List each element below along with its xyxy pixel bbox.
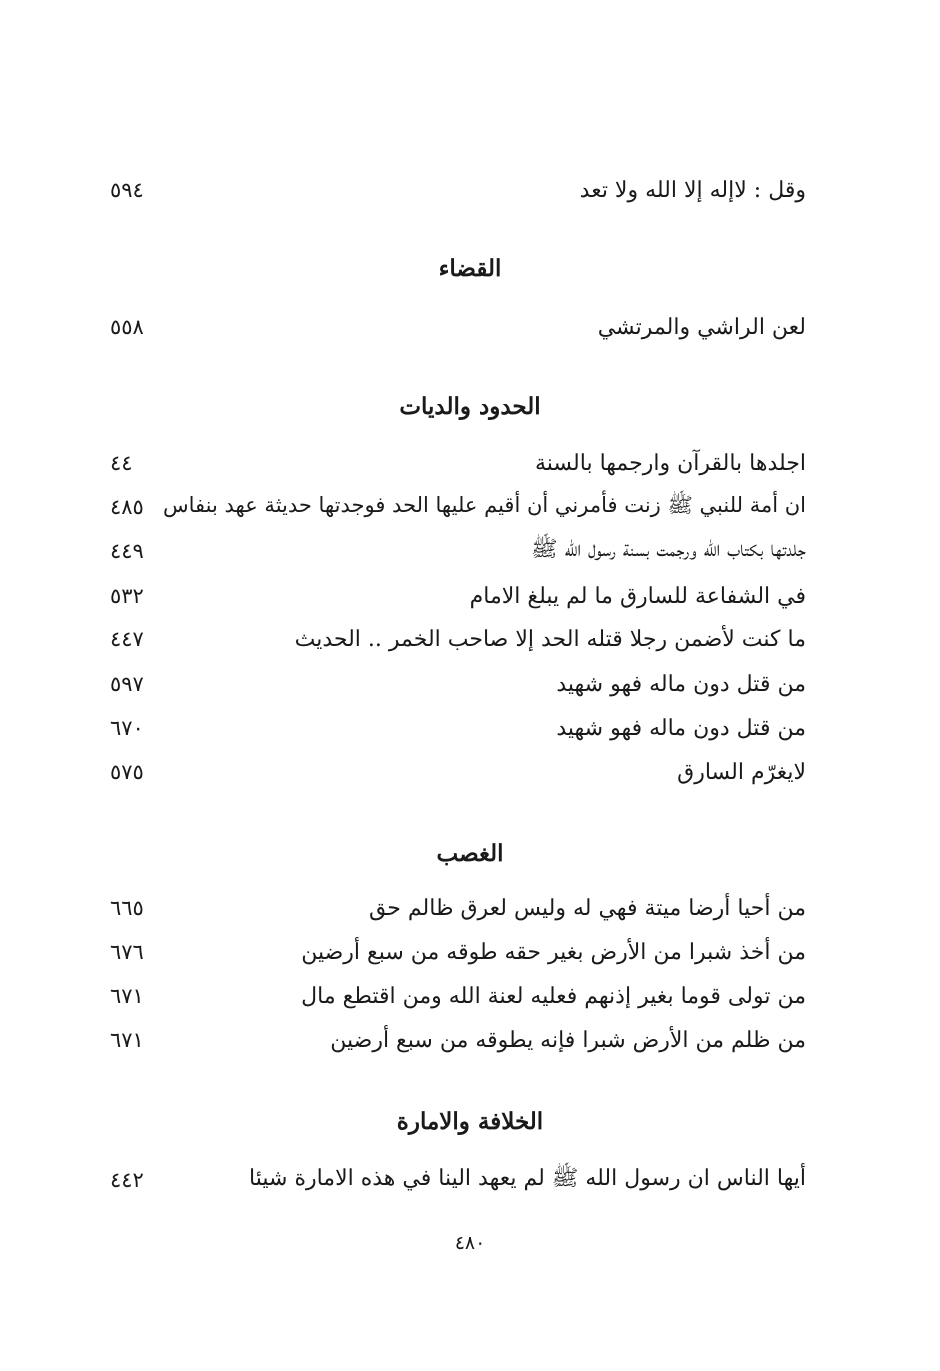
- index-entry: [110, 170, 806, 210]
- entry-page-number: ٤٤٢: [110, 1168, 144, 1192]
- index-entry: [110, 443, 806, 483]
- entry-text: من تولى قوما بغير إذنهم فعليه لعنة الله ومن اقتطع مال: [301, 983, 806, 1009]
- entry-page-number: ٥٩٧: [110, 672, 144, 696]
- index-entry: [110, 531, 806, 571]
- entry-text: وقل : لاإله إلا الله ولا تعد: [579, 177, 806, 203]
- index-entry: [110, 664, 806, 704]
- index-entry: [110, 976, 806, 1016]
- entry-page-number: ٥٧٥: [110, 760, 144, 784]
- index-entry: [110, 576, 806, 616]
- index-entry: [110, 619, 806, 659]
- entry-text: لايغرّم السارق: [677, 759, 806, 785]
- index-entry: [110, 708, 806, 748]
- entry-text: ان أمة للنبي ﷺ زنت فأمرني أن أقيم عليها الحد فوجدتها حديثة عهد بنفاس: [163, 492, 806, 517]
- index-entry: [110, 932, 806, 972]
- entry-page-number: ٤٤٧: [110, 627, 144, 651]
- entry-text: جلدتها بكتاب الله ورجمت بسنة رسول الله ﷺ: [531, 537, 806, 562]
- index-entry: [110, 307, 806, 347]
- entry-text: من ظلم من الأرض شبرا فإنه يطوقه من سبع أرضين: [330, 1027, 806, 1053]
- entry-page-number: ٥٥٨: [110, 315, 144, 339]
- index-entry: [110, 1020, 806, 1060]
- entry-page-number: ٦٧١: [110, 984, 144, 1008]
- entry-text: ما كنت لأضمن رجلا قتله الحد إلا صاحب الخمر .. الحديث: [294, 626, 806, 652]
- index-entry: [110, 487, 806, 527]
- entry-page-number: ٦٧١: [110, 1028, 144, 1052]
- entry-text: أيها الناس ان رسول الله ﷺ لم يعهد الينا في هذه الامارة شيئا: [249, 1166, 806, 1191]
- entry-text: من قتل دون ماله فهو شهيد: [556, 715, 806, 741]
- entry-text: من قتل دون ماله فهو شهيد: [556, 671, 806, 697]
- entry-page-number: ٤٤: [110, 451, 133, 475]
- index-entry: [110, 888, 806, 928]
- section-heading: القضاء: [438, 255, 502, 282]
- entry-page-number: ٤٤٩: [110, 539, 144, 563]
- section-heading: الحدود والديات: [399, 393, 541, 420]
- entry-page-number: ٥٣٢: [110, 584, 144, 608]
- entry-page-number: ٦٧٠: [110, 716, 144, 740]
- entry-page-number: ٦٦٥: [110, 896, 144, 920]
- entry-page-number: ٤٨٥: [110, 495, 144, 519]
- section-heading: الخلافة والامارة: [396, 1108, 544, 1135]
- section-heading: الغصب: [436, 840, 504, 867]
- entry-text: لعن الراشي والمرتشي: [597, 314, 806, 340]
- entry-text: من أحيا أرضا ميتة فهي له وليس لعرق ظالم حق: [368, 895, 806, 921]
- entry-text: اجلدها بالقرآن وارجمها بالسنة: [534, 450, 806, 476]
- entry-text: في الشفاعة للسارق ما لم يبلغ الامام: [469, 583, 806, 609]
- entry-text: من أخذ شبرا من الأرض بغير حقه طوقه من سبع أرضين: [301, 939, 806, 965]
- entry-page-number: ٦٧٦: [110, 940, 144, 964]
- index-entry: [110, 1160, 806, 1200]
- entry-page-number: ٥٩٤: [110, 178, 144, 202]
- page-number: ٤٨٠: [454, 1232, 486, 1254]
- index-entry: [110, 752, 806, 792]
